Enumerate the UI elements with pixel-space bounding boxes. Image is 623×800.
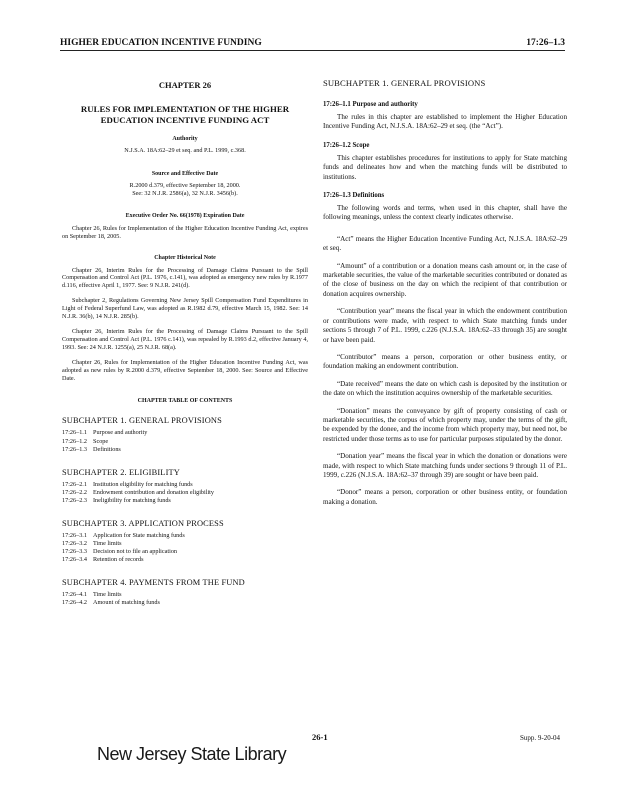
section-heading-definitions: 17:26–1.3 Definitions [323, 192, 385, 200]
toc-entry[interactable] [62, 591, 308, 599]
chapter-title-line-2: EDUCATION INCENTIVE FUNDING ACT [100, 115, 270, 125]
toc-entry-title: Time limits [93, 591, 122, 599]
table-of-contents-heading: CHAPTER TABLE OF CONTENTS [137, 398, 233, 405]
right-column [323, 72, 567, 507]
toc-entry[interactable] [62, 540, 308, 548]
definition-paragraph: “Contribution year” means the fiscal year in which the endowment contribution or contributions were made, with respect to which State matching funds under sections 5 through 7 of P.L. 1999, c.226 (N.J.S.A. 18A:62–33 through 35) are sought or have been paid. [323, 307, 567, 344]
supplement-date: Supp. 9-20-04 [520, 734, 561, 742]
historical-note-paragraph: Chapter 26, Rules for Implementation of the Higher Education Incentive Funding Act, was adopted as new rules by R.2000 d.379, effective September 18, 2000. See: Source and Effective Date. [62, 358, 308, 382]
toc-entry[interactable] [62, 599, 308, 607]
section-text-definitions-intro: The following words and terms, when used in this chapter, shall have the following meanings, unless the context clearly indicates otherwise. [323, 204, 567, 222]
toc-entry-title: Amount of matching funds [93, 599, 160, 607]
toc-entry[interactable] [62, 556, 308, 564]
chapter-title [62, 104, 308, 126]
toc-entry-number: 17:26–3.3 [62, 548, 87, 556]
library-logo: New Jersey State Library [97, 744, 287, 764]
source-heading: Source and Effective Date [151, 170, 219, 177]
toc-entry-title: Scope [93, 437, 109, 445]
toc-entry[interactable] [62, 548, 308, 556]
toc-subchapter [62, 578, 308, 607]
historical-note-paragraph: Chapter 26, Interim Rules for the Processing of Damage Claims Pursuant to the Spill Compensation and Control Act (P.L. 1976 c.141), was repealed by R.1993 d.2, effective January 4, 1993. See: 24 N.J.R. 1255(a), 25 N.J.R. 68(a). [62, 327, 308, 351]
toc-entry[interactable] [62, 532, 308, 540]
toc-entry[interactable] [62, 489, 308, 497]
toc-subchapter [62, 416, 308, 453]
page-number: 26-1 [312, 732, 328, 742]
toc-entry-title: Retention of records [93, 556, 144, 564]
definition-paragraph: “Contributor” means a person, corporation or other business entity, or foundation making an endowment contribution. [323, 352, 567, 371]
definition-paragraph: “Date received” means the date on which cash is deposited by the institution or the date on which the institution acquires ownership of the marketable securities. [323, 379, 567, 398]
section-heading-scope: 17:26–1.2 Scope [323, 141, 370, 149]
subchapter-heading: SUBCHAPTER 1. GENERAL PROVISIONS [323, 78, 486, 88]
historical-note-paragraph: Subchapter 2, Regulations Governing New Jersey Spill Compensation Fund Expenditures in Light of Federal Superfund Law, was adopted as R.1982 d.79, effective March 15, 1982. See: 14 N.J.R. 36(b), 14 N.J.R. 285(b). [62, 297, 308, 321]
running-header-title: HIGHER EDUCATION INCENTIVE FUNDING [60, 38, 262, 48]
toc-entry-title: Endowment contribution and donation eligibility [93, 488, 214, 496]
chapter-title-line-1: RULES FOR IMPLEMENTATION OF THE HIGHER [80, 104, 290, 114]
toc-subchapter [62, 468, 308, 505]
chapter-number: CHAPTER 26 [158, 80, 212, 90]
toc-entry[interactable] [62, 446, 308, 454]
toc-entry-number: 17:26–1.1 [62, 429, 87, 437]
section-heading-purpose: 17:26–1.1 Purpose and authority [323, 101, 418, 108]
toc-entry[interactable] [62, 429, 308, 437]
historical-note-heading: Chapter Historical Note [154, 254, 216, 261]
section-text-purpose: The rules in this chapter are established to implement the Higher Education Incentive Funding Act, N.J.S.A. 18A:62–29 et seq. (the “Act”). [323, 113, 567, 131]
toc-entry-number: 17:26–2.3 [62, 496, 87, 504]
toc-entry-number: 17:26–4.2 [62, 599, 87, 607]
source-line-2: See: 32 N.J.R. 2586(a), 32 N.J.R. 3456(b). [132, 189, 238, 197]
source-line-1: R.2000 d.379, effective September 18, 2000. [129, 181, 241, 189]
toc-entry-title: Ineligibility for matching funds [93, 496, 171, 504]
toc-entry-number: 17:26–4.1 [62, 591, 87, 599]
toc-entry-number: 17:26–2.1 [62, 480, 87, 488]
left-column [62, 72, 308, 608]
toc-entry-title: Decision not to file an application [93, 548, 178, 556]
definition-paragraph: “Donor” means a person, corporation or other business entity, or foundation making a donation. [323, 488, 567, 506]
executive-order-heading: Executive Order No. 66(1978) Expiration Date [125, 212, 245, 219]
toc-entry-number: 17:26–1.3 [62, 445, 87, 453]
toc-entry-number: 17:26–1.2 [62, 437, 87, 445]
running-header [60, 36, 565, 51]
toc-subchapter [62, 519, 308, 564]
toc-subchapter-title: SUBCHAPTER 2. ELIGIBILITY [62, 467, 180, 477]
historical-note-paragraph: Chapter 26, Interim Rules for the Processing of Damage Claims Pursuant to the Spill Compensation and Control Act (P.L. 1976, c.141), was adopted as emergency new rules by R.1977 d.116, effective April 1, 1977. See: 9 N.J.R. 241(d). [62, 266, 308, 290]
definition-paragraph: “Act” means the Higher Education Incentive Funding Act, N.J.S.A. 18A:62–29 et seq. [323, 234, 567, 253]
toc-entry-title: Time limits [93, 540, 122, 548]
toc-entry[interactable] [62, 438, 308, 446]
authority-text: N.J.S.A. 18A:62–29 et seq. and P.L. 1999, c.368. [124, 147, 246, 154]
definition-paragraph: “Amount” of a contribution or a donation means cash amount or, in the case of marketable securities, the value of the marketable securities contributed or donated as of the close of business on the day on which the recipient of that contribution or donation acquires ownership. [323, 261, 567, 298]
authority-heading: Authority [172, 136, 198, 142]
toc-entry-title: Purpose and authority [93, 429, 148, 437]
toc-entry-title: Definitions [93, 445, 121, 453]
toc-entry[interactable] [62, 497, 308, 505]
toc-entry-number: 17:26–3.4 [62, 556, 87, 564]
toc-entry[interactable] [62, 481, 308, 489]
executive-order-text: Chapter 26, Rules for Implementation of the Higher Education Incentive Funding Act, expires on September 18, 2005. [62, 224, 308, 240]
toc-entry-number: 17:26–3.1 [62, 531, 87, 539]
definition-paragraph: “Donation” means the conveyance by gift of property consisting of cash or marketable securities, the corpus of which property may, under the terms of the gift, be expended by the donee, and the income from which property may, but need not, be restricted under those terms as to use for particular purposes stipulated by the donor. [323, 406, 567, 443]
toc-entry-number: 17:26–2.2 [62, 488, 87, 496]
section-text-scope: This chapter establishes procedures for institutions to apply for State matching funds and delineates how and when the matching funds will be distributed to institutions. [323, 153, 567, 181]
running-header-section: 17:26–1.3 [526, 38, 565, 48]
toc-subchapter-title: SUBCHAPTER 4. PAYMENTS FROM THE FUND [62, 578, 245, 588]
toc-entry-title: Institution eligibility for matching funds [93, 480, 193, 488]
toc-subchapter-title: SUBCHAPTER 3. APPLICATION PROCESS [62, 518, 224, 528]
toc-entry-title: Application for State matching funds [93, 531, 185, 539]
definition-paragraph: “Donation year” means the fiscal year in which the donation or donations were made, with respect to which State matching funds under sections 9 through 11 of P.L. 1999, c.226 (N.J.S.A. 18A:62–37 through 39) are sought or have been paid. [323, 452, 567, 479]
toc-entry-number: 17:26–3.2 [62, 540, 87, 548]
toc-subchapter-title: SUBCHAPTER 1. GENERAL PROVISIONS [62, 416, 222, 426]
